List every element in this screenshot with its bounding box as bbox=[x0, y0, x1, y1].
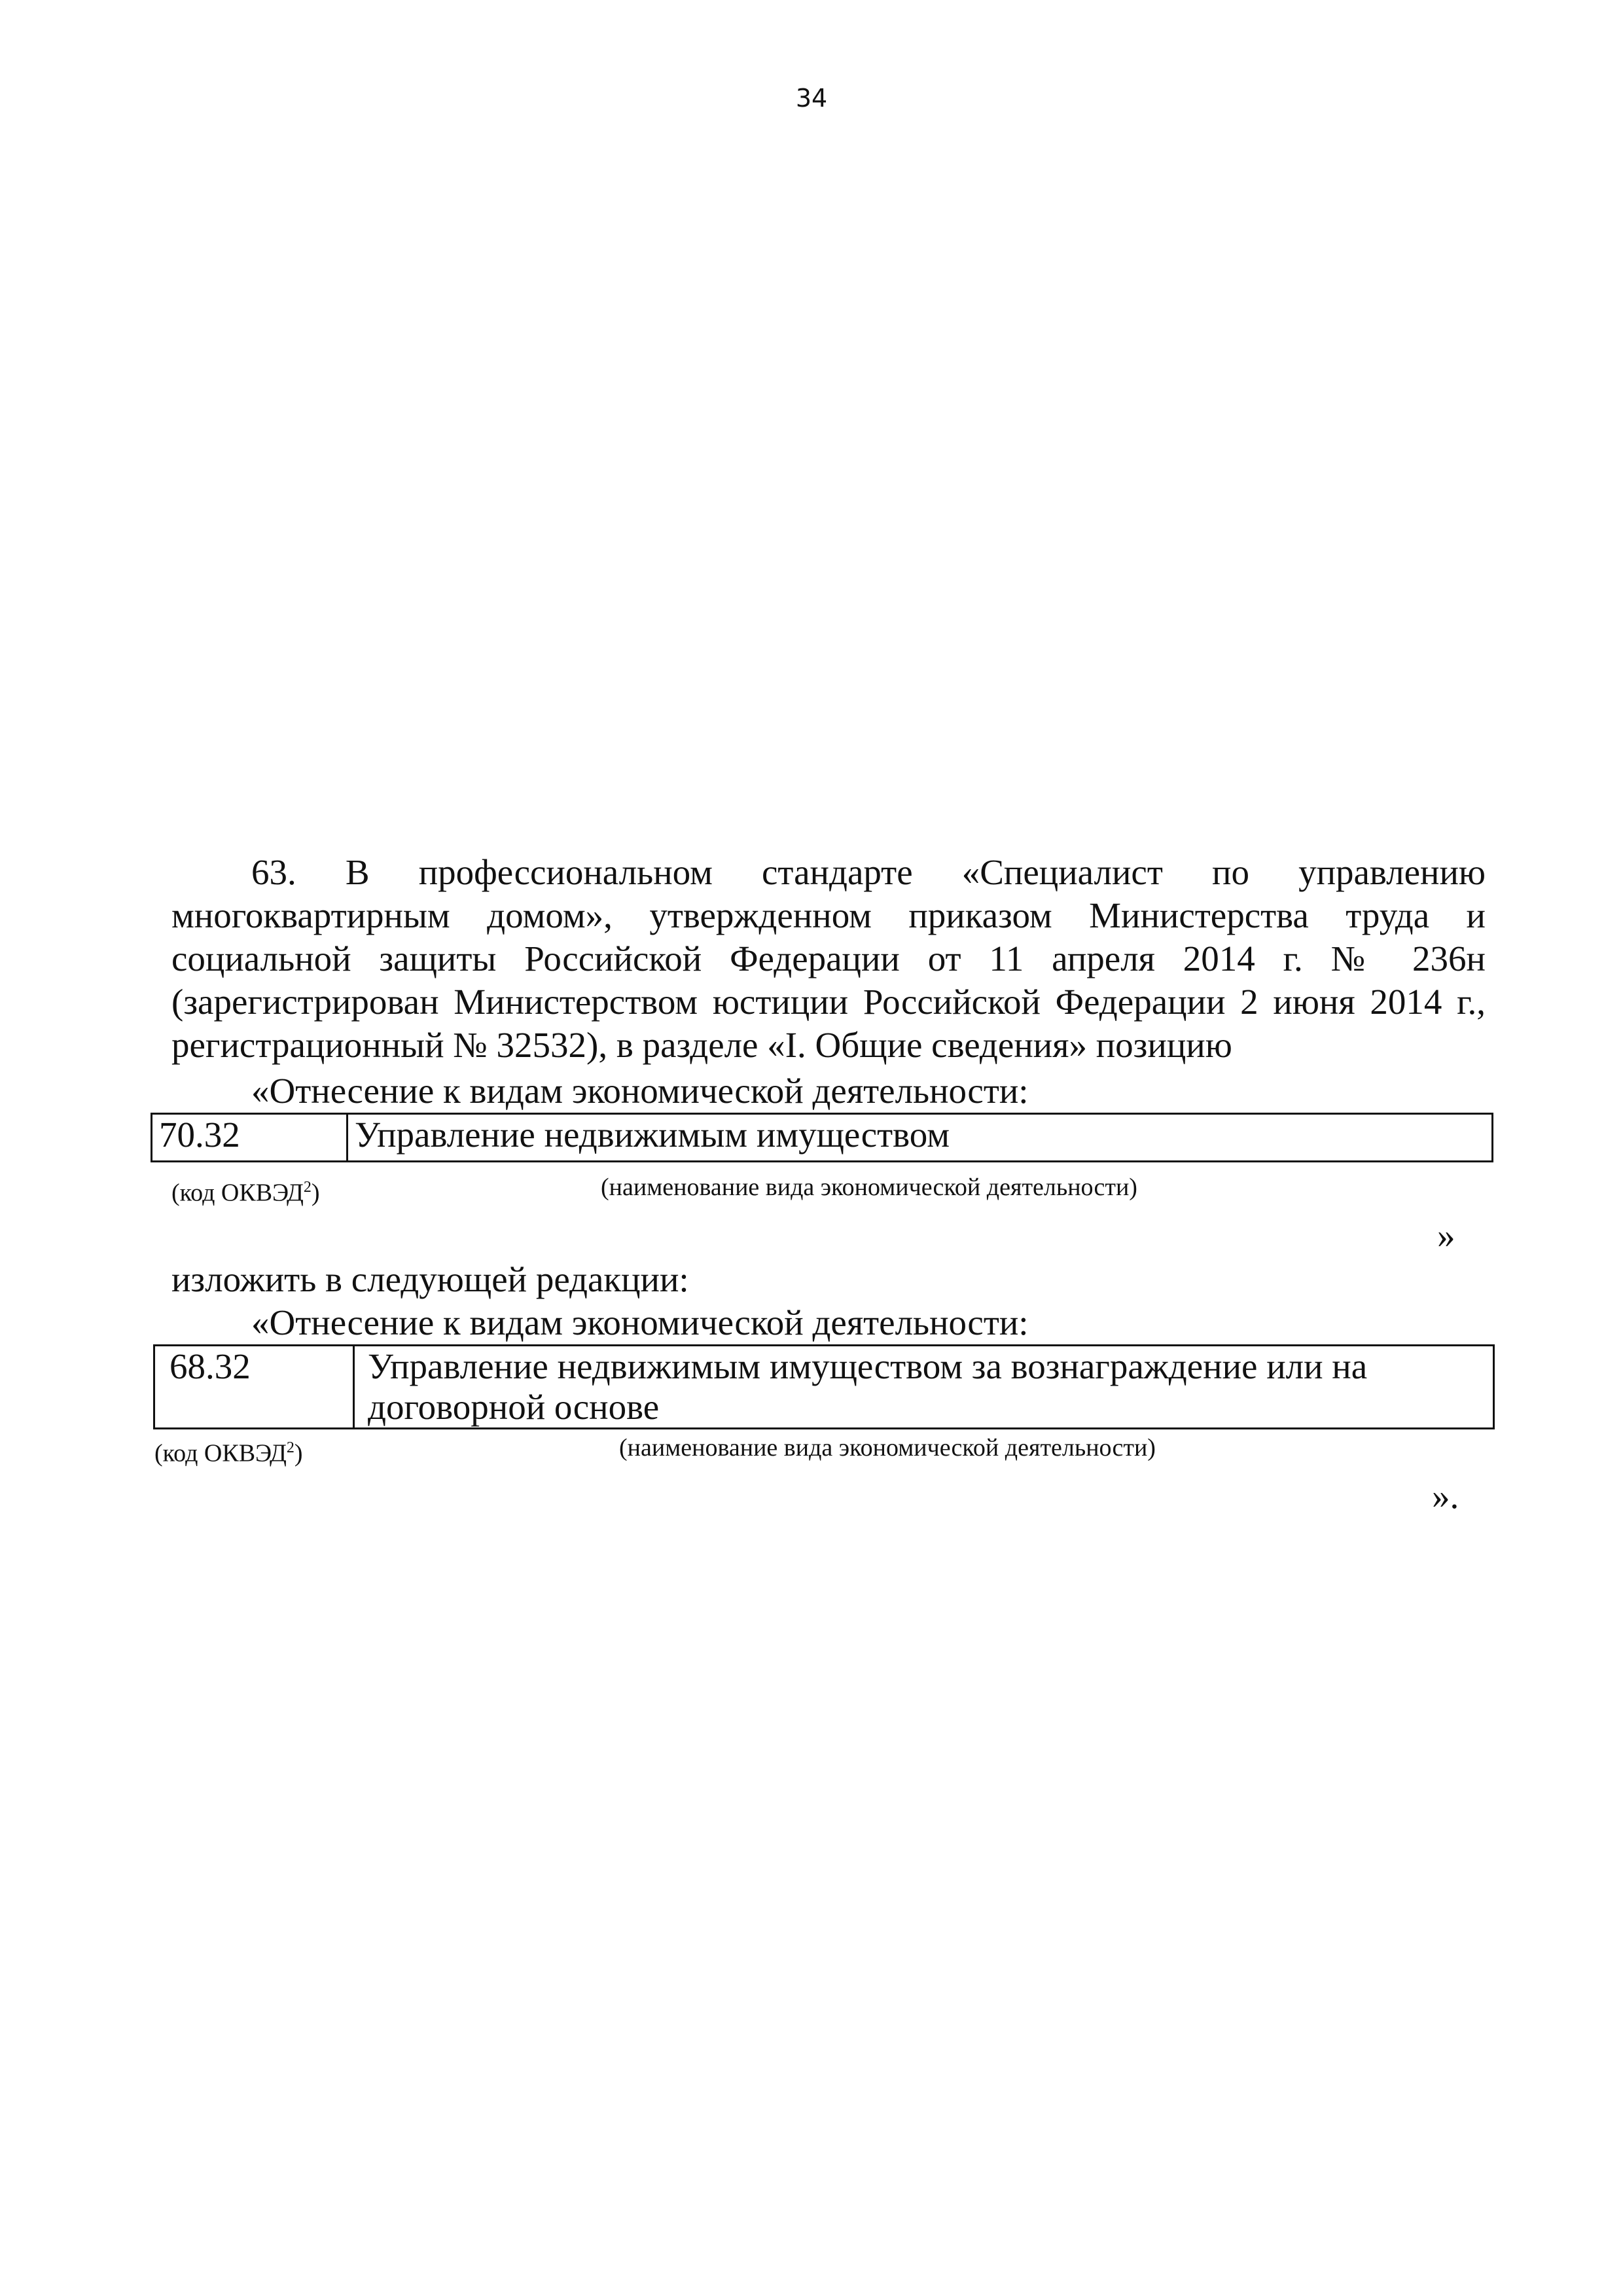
caption-code-close: ) bbox=[294, 1439, 303, 1467]
caption-code-text: (код ОКВЭД bbox=[154, 1439, 287, 1467]
new-okved-table bbox=[153, 1344, 1495, 1429]
old-closing-quote: » bbox=[1437, 1215, 1455, 1255]
old-okved-table bbox=[151, 1113, 1493, 1162]
okved-code: 68.32 bbox=[169, 1346, 251, 1386]
old-caption-code bbox=[171, 1173, 320, 1208]
caption-code-close: ) bbox=[311, 1179, 320, 1207]
old-caption-name: (наименование вида экономической деятельности) bbox=[601, 1174, 1137, 1201]
activity-name-cell bbox=[348, 1114, 1493, 1162]
caption-code-text: (код ОКВЭД bbox=[171, 1179, 304, 1207]
footnote-marker: 2 bbox=[303, 1179, 312, 1196]
amendment-paragraph-text: 63. В профессиональном стандарте «Специалист по управлению многоквартирным домом», утвержденном приказом Министерства труда и социальной защиты Российской Федерации от 11 апреля 2014 г. № 236н (зарегистрирован Министерством юстиции Российской Федерации 2 июня 2014 г., регистрационный № 32532), в разделе «I. Общие сведения» позицию bbox=[171, 852, 1486, 1065]
footnote-marker: 2 bbox=[286, 1439, 294, 1456]
activity-name: Управление недвижимым имуществом за вознаграждение или на договорной основе bbox=[368, 1346, 1368, 1427]
new-caption-code bbox=[154, 1433, 303, 1468]
transition-text: изложить в следующей редакции: bbox=[171, 1259, 689, 1299]
table-row bbox=[152, 1114, 1493, 1162]
new-closing-quote: ». bbox=[1432, 1476, 1459, 1516]
okved-code-cell bbox=[152, 1114, 348, 1162]
okved-code: 70.32 bbox=[159, 1115, 240, 1155]
new-caption-name: (наименование вида экономической деятельности) bbox=[619, 1434, 1156, 1462]
old-position-heading: «Отнесение к видам экономической деятельности: bbox=[251, 1071, 1029, 1111]
activity-name-cell bbox=[354, 1346, 1494, 1429]
okved-code-cell bbox=[154, 1346, 354, 1429]
table-row bbox=[154, 1346, 1494, 1429]
new-position-heading: «Отнесение к видам экономической деятельности: bbox=[251, 1302, 1029, 1342]
page-number: 34 bbox=[795, 84, 828, 113]
activity-name: Управление недвижимым имуществом bbox=[355, 1115, 950, 1155]
amendment-paragraph bbox=[171, 851, 1486, 1067]
